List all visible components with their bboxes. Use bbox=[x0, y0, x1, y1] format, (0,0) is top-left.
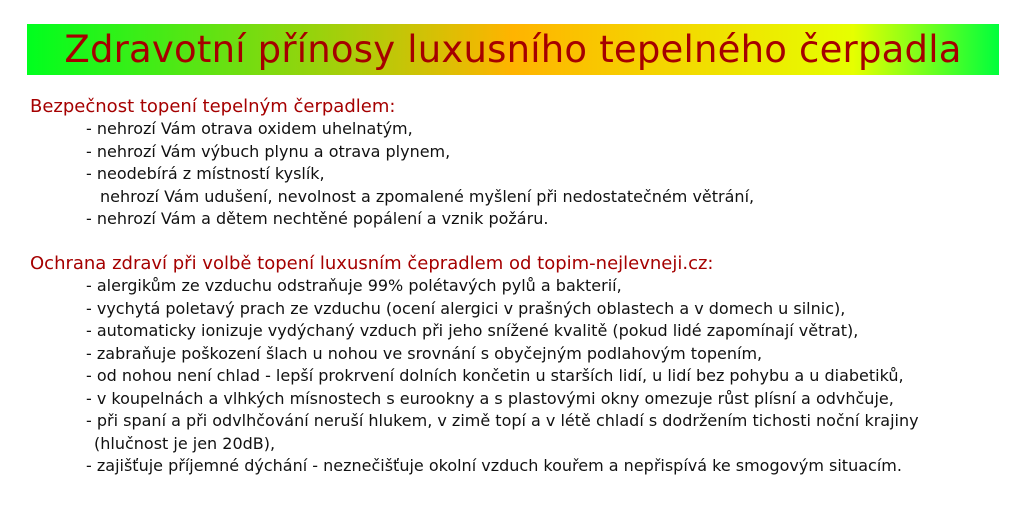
safety-section bbox=[30, 96, 754, 231]
title-banner bbox=[27, 24, 999, 75]
page-title: Zdravotní přínosy luxusního tepelného čerpadla bbox=[64, 28, 962, 71]
health-list bbox=[30, 275, 919, 478]
list-item: - alergikům ze vzduchu odstraňuje 99% polétavých pylů a bakterií, bbox=[86, 276, 622, 295]
list-item: - nehrozí Vám výbuch plynu a otrava plynem, bbox=[86, 141, 451, 161]
list-item: - nehrozí Vám otrava oxidem uhelnatým, bbox=[86, 119, 413, 138]
list-item-continuation: nehrozí Vám udušení, nevolnost a zpomalené myšlení při nedostatečném větrání, bbox=[100, 186, 755, 206]
list-item: - vychytá poletavý prach ze vzduchu (ocení alergici v prašných oblastech a v domech u silnic), bbox=[86, 298, 846, 318]
list-item: - od nohou není chlad - lepší prokrvení dolních končetin u starších lidí, u lidí bez pohybu a u diabetiků, bbox=[86, 366, 904, 385]
list-item: - zabraňuje poškození šlach u nohou ve srovnání s obyčejným podlahovým topením, bbox=[86, 343, 763, 363]
list-item: - zajišťuje příjemné dýchání - neznečišťuje okolní vzduch kouřem a nepřispívá ke smogovým situacím. bbox=[86, 456, 902, 475]
health-heading: Ochrana zdraví při volbě topení luxusním čepradlem od topim-nejlevneji.cz: bbox=[30, 253, 714, 274]
list-item: - v koupelnách a vlhkých mísnostech s eurookny a s plastovými okny omezuje růst plísní a odvhčuje, bbox=[86, 388, 894, 408]
list-item: - automaticky ionizuje vydýchaný vzduch při jeho snížené kvalitě (pokud lidé zapomínají větrat), bbox=[86, 321, 859, 340]
safety-heading: Bezpečnost topení tepelným čerpadlem: bbox=[30, 96, 396, 117]
health-section bbox=[30, 253, 919, 478]
safety-list bbox=[30, 118, 754, 231]
list-item-continuation: (hlučnost je jen 20dB), bbox=[94, 433, 276, 453]
list-item: - neodebírá z místností kyslík, bbox=[86, 164, 325, 184]
list-item: - nehrozí Vám a dětem nechtěné popálení a vznik požáru. bbox=[86, 209, 549, 229]
list-item: - při spaní a při odvlhčování neruší hlukem, v zimě topí a v létě chladí s dodržením tichosti noční krajiny bbox=[86, 411, 919, 430]
